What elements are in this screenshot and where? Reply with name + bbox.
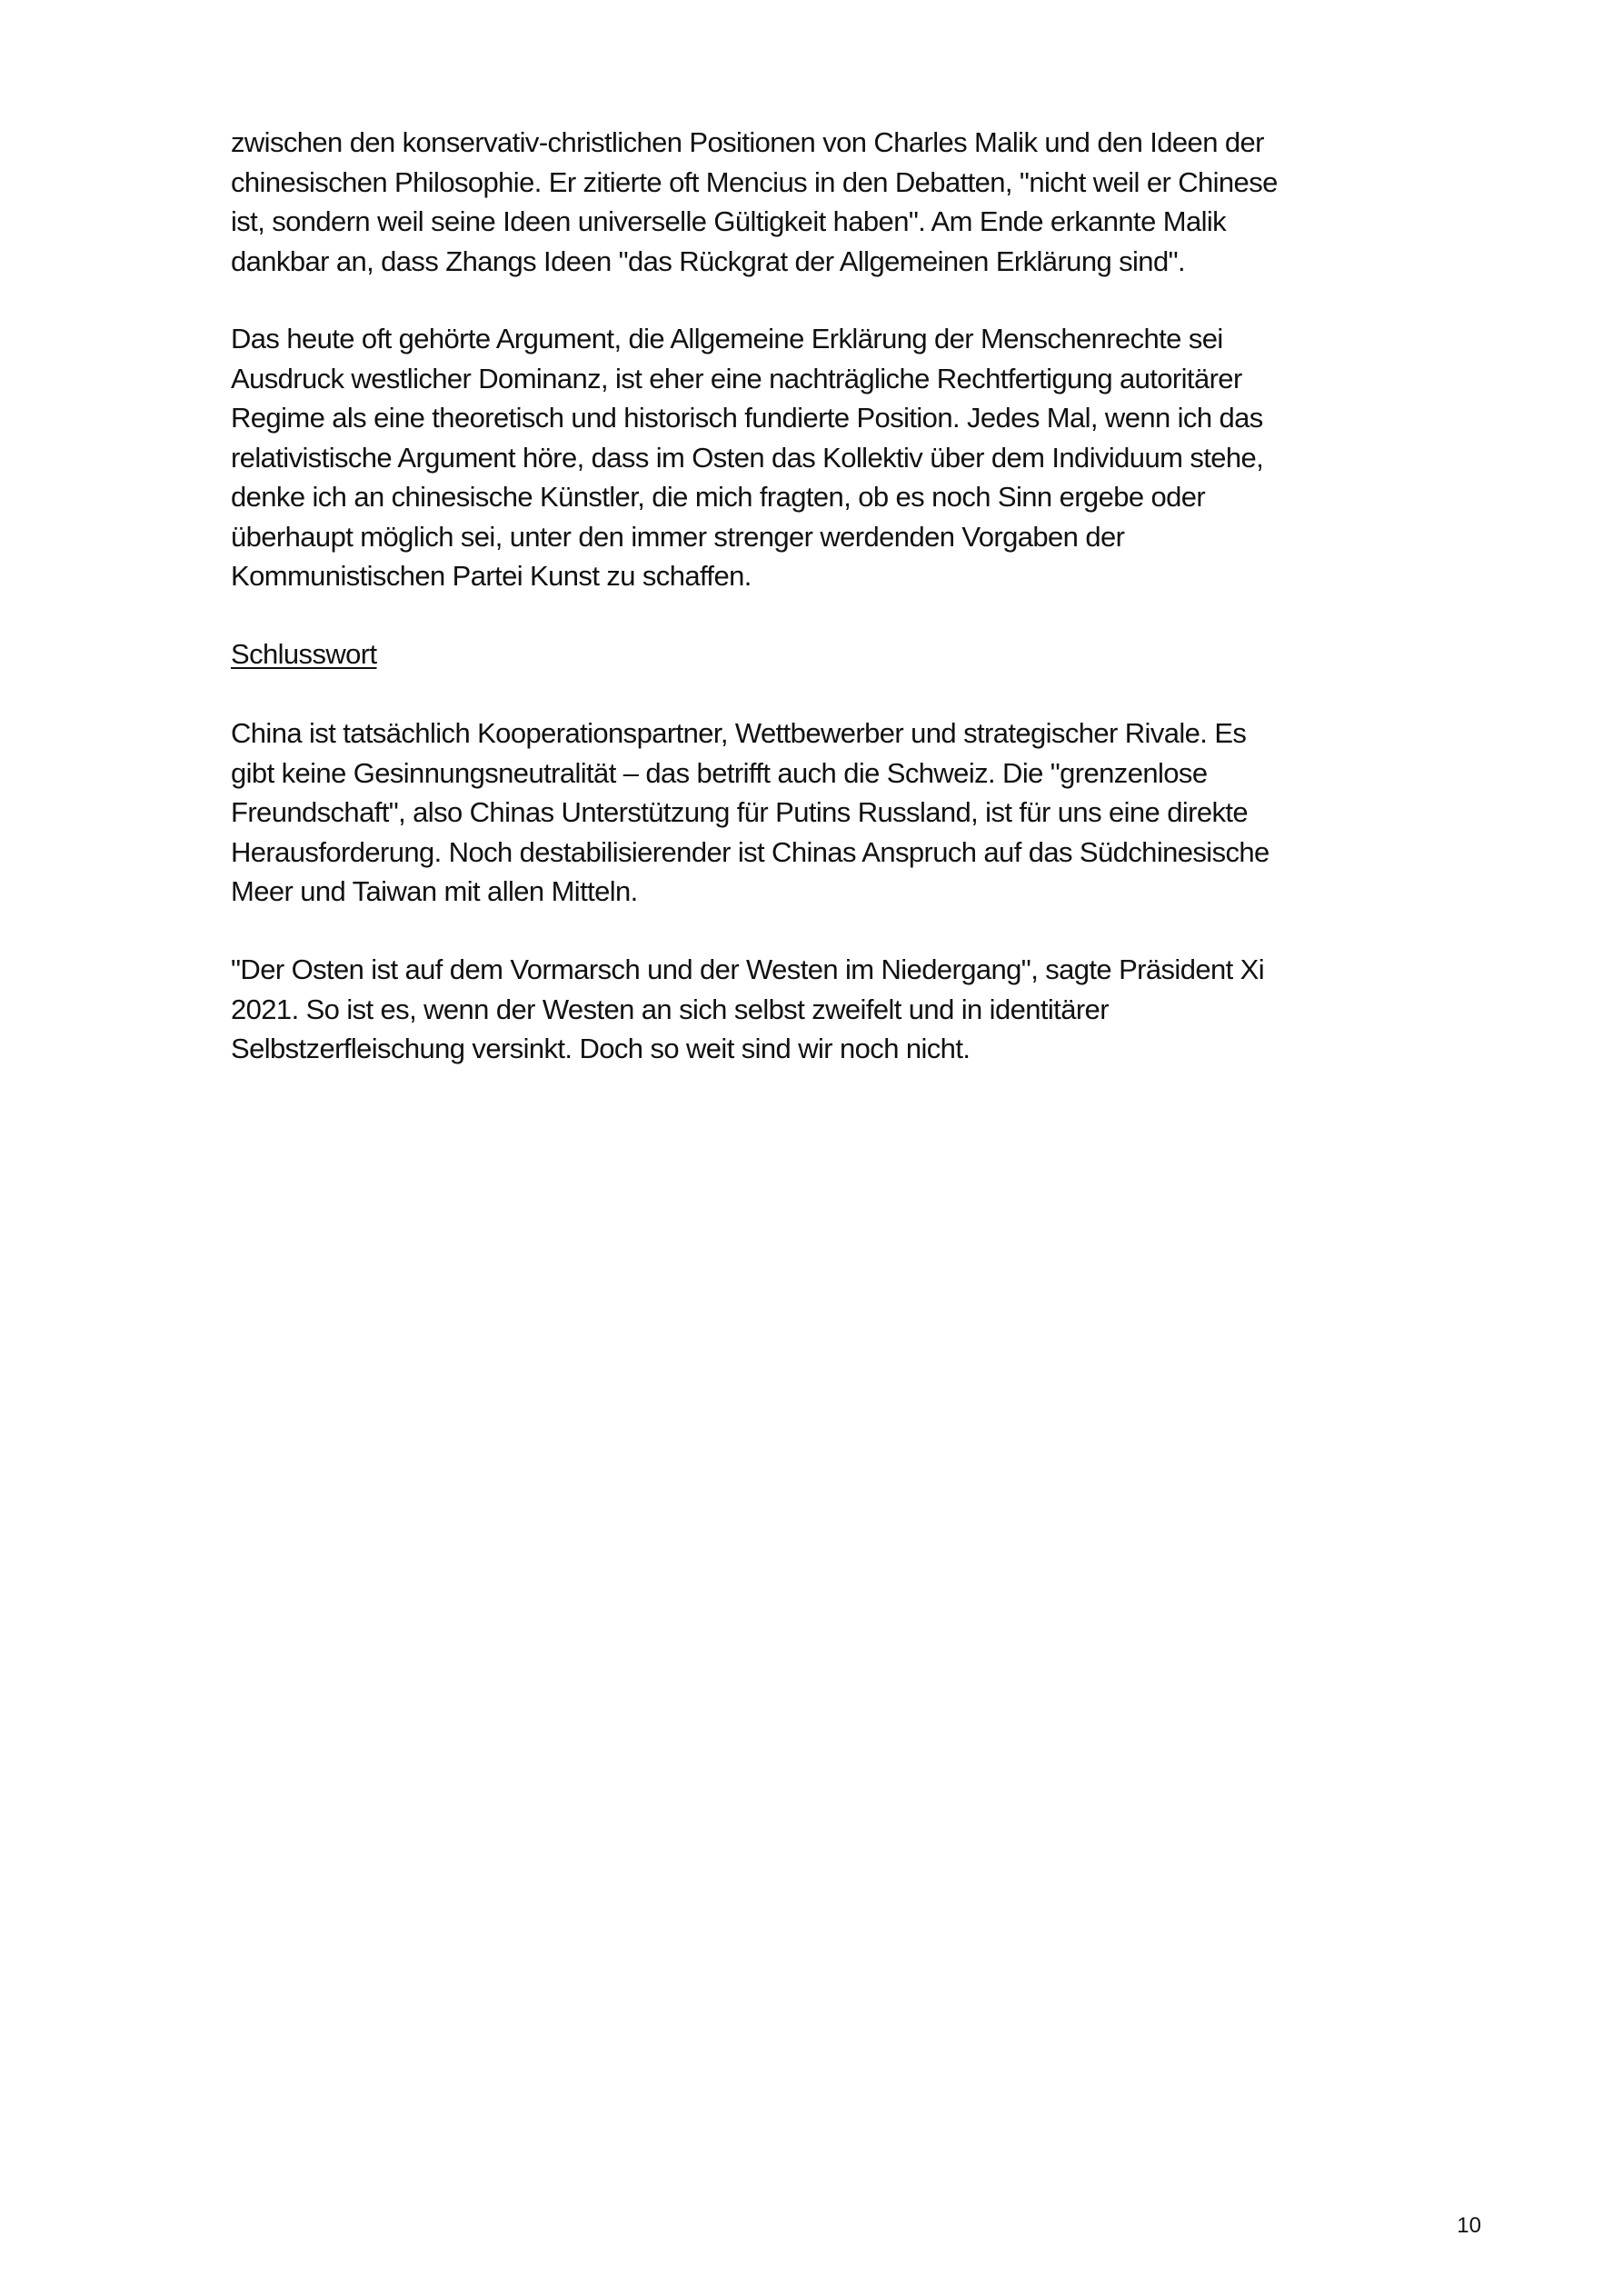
- paragraph-xi-quote: [231, 950, 1485, 1069]
- text-line: relativistische Argument höre, dass im Osten das Kollektiv über dem Individuum stehe,: [231, 441, 1264, 474]
- text-line: Regime als eine theoretisch und historisch fundierte Position. Jedes Mal, wenn ich das: [231, 402, 1263, 434]
- paragraph-malik-zhang: [231, 123, 1485, 281]
- text-line: chinesischen Philosophie. Er zitierte oft Mencius in den Debatten, "nicht weil er Chinese: [231, 165, 1278, 198]
- text-line: überhaupt möglich sei, unter den immer strenger werdenden Vorgaben der: [231, 520, 1125, 553]
- section-heading-schlusswort: [231, 634, 1485, 674]
- text-line: Freundschaft", also Chinas Unterstützung für Putins Russland, ist für uns eine direkte: [231, 796, 1249, 828]
- text-line: "Der Osten ist auf dem Vormarsch und der Westen im Niedergang", sagte Präsident Xi: [231, 953, 1265, 985]
- text-line: ist, sondern weil seine Ideen universelle Gültigkeit haben". Am Ende erkannte Malik: [231, 205, 1227, 237]
- text-line: dankbar an, dass Zhangs Ideen "das Rückgrat der Allgemeinen Erklärung sind".: [231, 245, 1185, 277]
- text-line: denke ich an chinesische Künstler, die mich fragten, ob es noch Sinn ergebe oder: [231, 481, 1206, 513]
- text-line: China ist tatsächlich Kooperationspartner, Wettbewerber und strategischer Rivale. Es: [231, 717, 1247, 749]
- paragraph-china-rival: [231, 714, 1485, 912]
- section-heading-text: Schlusswort: [231, 638, 377, 670]
- text-line: Herausforderung. Noch destabilisierender ist Chinas Anspruch auf das Südchinesische: [231, 835, 1270, 868]
- text-line: Meer und Taiwan mit allen Mitteln.: [231, 875, 638, 907]
- page-number: 10: [1457, 2213, 1481, 2238]
- text-line: Selbstzerfleischung versinkt. Doch so weit sind wir noch nicht.: [231, 1033, 971, 1064]
- text-line: zwischen den konservativ-christlichen Positionen von Charles Malik und den Ideen der: [231, 126, 1264, 158]
- text-line: Das heute oft gehörte Argument, die Allgemeine Erklärung der Menschenrechte sei: [231, 323, 1223, 354]
- text-line: Ausdruck westlicher Dominanz, ist eher eine nachträgliche Rechtfertigung autoritärer: [231, 362, 1242, 394]
- paragraph-universal-rights-argument: [231, 319, 1485, 596]
- text-line: 2021. So ist es, wenn der Westen an sich selbst zweifelt und in identitärer: [231, 993, 1109, 1025]
- text-line: gibt keine Gesinnungsneutralität – das betrifft auch die Schweiz. Die "grenzenlose: [231, 756, 1208, 789]
- text-line: Kommunistischen Partei Kunst zu schaffen.: [231, 560, 752, 592]
